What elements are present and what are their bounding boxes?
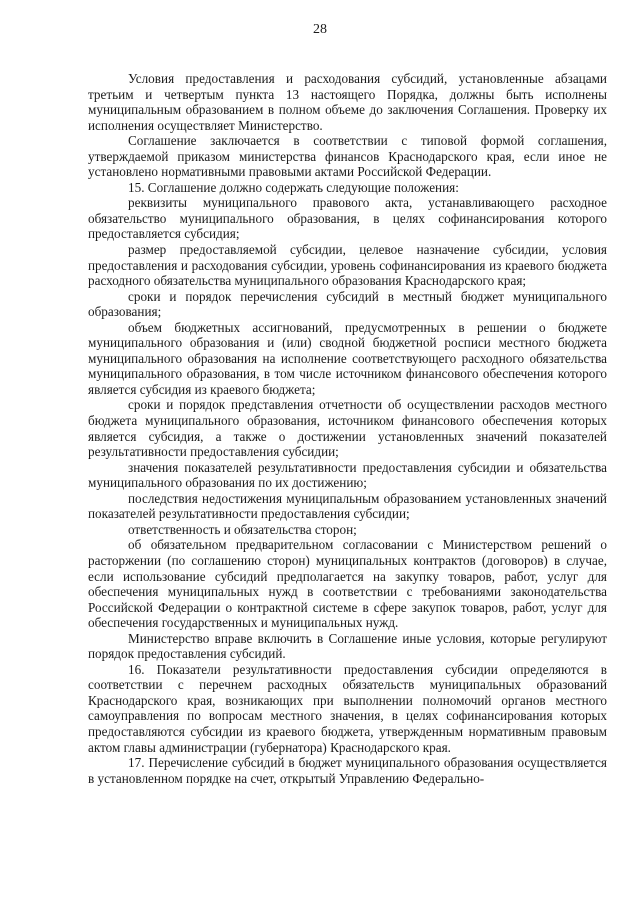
paragraph-agreement-form: Соглашение заключается в соответствии с типовой формой соглашения, утверждаемой приказом министерства финансов Краснодарского края, если иное не установлено нормативными правовыми актами Российской Федерации.	[88, 133, 607, 180]
paragraph-item-15: 15. Соглашение должно содержать следующие положения:	[128, 179, 459, 195]
paragraph-subsidy-size: размер предоставляемой субсидии, целевое назначение субсидии, условия предоставления и расходования субсидии, уровень софинансирования из краевого бюджета расходного обязательства муниципального образования Краснодарского края;	[88, 242, 607, 289]
paragraph-consequences: последствия недостижения муниципальным образованием установленных значений показателей результативности предоставления субсидии;	[88, 490, 607, 522]
paragraph-budget-allocations: объем бюджетных ассигнований, предусмотренных в решении о бюджете муниципального образования и (или) сводной бюджетной росписи местного бюджета муниципального образования на исполнение соответствующего расходного обязательства муниципального образования, в том числе источником финансового обеспечения которого является субсидия из краевого бюджета;	[88, 319, 607, 397]
paragraph-transfer-terms: сроки и порядок перечисления субсидий в местный бюджет муниципального образования;	[88, 288, 607, 320]
paragraph-requisites: реквизиты муниципального правового акта, устанавливающего расходное обязательство муниципального образования, в целях софинансирования которого предоставляется субсидия;	[88, 195, 607, 242]
paragraph-item-16: 16. Показатели результативности предоставления субсидии определяются в соответствии с перечнем расходных обязательств муниципальных образований Краснодарского края, возникающих при выполнении полномочий органов местного самоуправления по вопросам местного значения, в целях софинансирования которых предоставляются субсидии из краевого бюджета, утвержденным нормативным правовым актом главы администрации (губернатора) Краснодарского края.	[88, 661, 607, 755]
paragraph-indicator-values: значения показателей результативности предоставления субсидии и обязательства муниципального образования по их достижению;	[88, 459, 607, 491]
document-body	[88, 71, 607, 786]
paragraph-preliminary-approval: об обязательном предварительном согласовании с Министерством решений о расторжении (по соглашению сторон) муниципальных контрактов (договоров) в случае, если использование субсидий предполагается на закупку товаров, работ, услуг для обеспечения муниципальных нужд в соответствии с требованиями законодательства Российской Федерации о контрактной системе в сфере закупок товаров, работ, услуг для обеспечения государственных и муниципальных нужд.	[88, 537, 607, 631]
paragraph-responsibility: ответственность и обязательства сторон;	[128, 521, 357, 537]
paragraph-item-17: 17. Перечисление субсидий в бюджет муниципального образования осуществляется в установленном порядке на счет, открытый Управлению Федерально-	[88, 755, 607, 786]
paragraph-reporting: сроки и порядок представления отчетности об осуществлении расходов местного бюджета муниципального образования, источником финансового обеспечения которых является субсидия, а также о достижении установленных значений показателей результативности предоставления субсидии;	[88, 397, 607, 460]
page-number: 28	[313, 22, 327, 37]
paragraph-other-conditions: Министерство вправе включить в Соглашение иные условия, которые регулируют порядок предоставления субсидий.	[88, 630, 607, 662]
paragraph-conditions-fulfillment: Условия предоставления и расходования субсидий, установленные абзацами третьим и четвертым пункта 13 настоящего Порядка, должны быть исполнены муниципальным образованием в полном объеме до заключения Соглашения. Проверку их исполнения осуществляет Министерство.	[88, 71, 607, 133]
